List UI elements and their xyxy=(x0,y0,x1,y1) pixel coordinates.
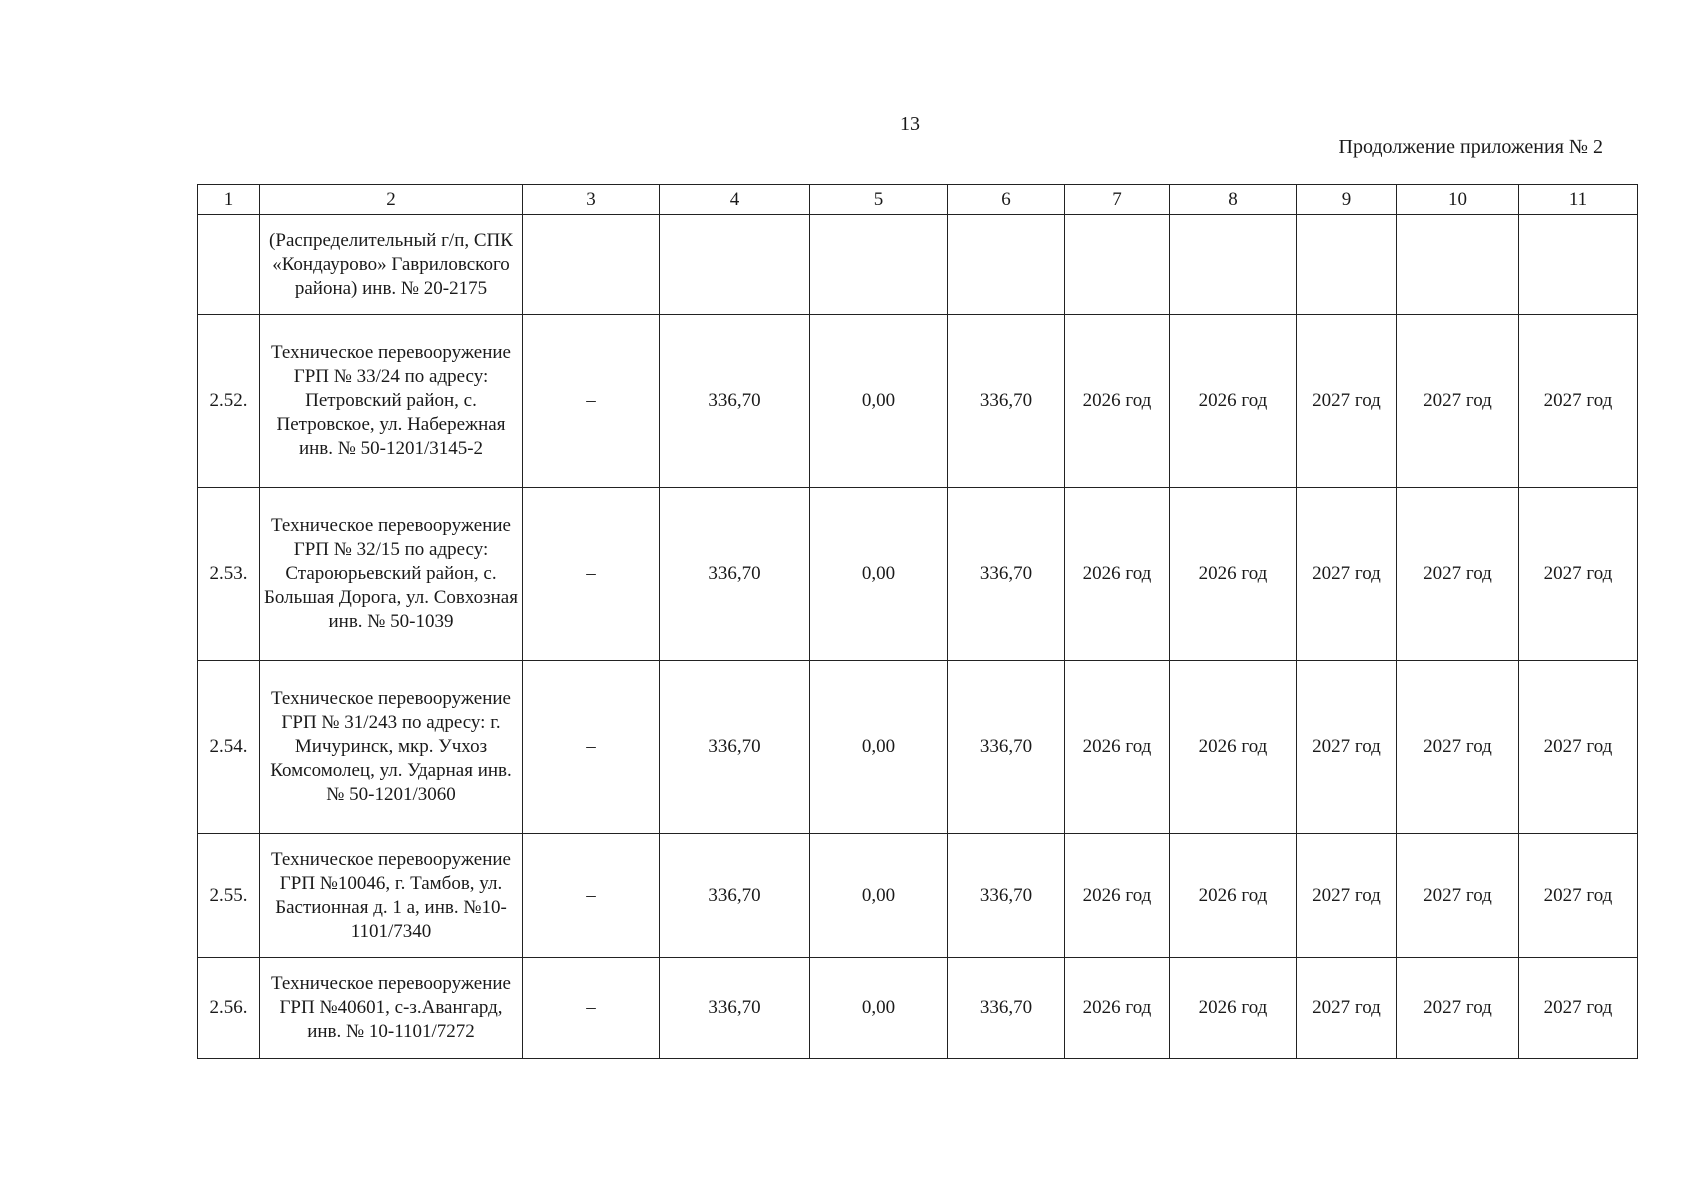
empty-cell xyxy=(948,215,1065,315)
col6-value: 336,70 xyxy=(948,315,1065,488)
col8-value: 2026 год xyxy=(1170,958,1297,1059)
col11-value: 2027 год xyxy=(1519,488,1638,661)
table-row xyxy=(198,488,1638,661)
col11-value: 2027 год xyxy=(1519,661,1638,834)
col4-value: 336,70 xyxy=(660,488,810,661)
column-number: 7 xyxy=(1065,185,1170,215)
col6-value: 336,70 xyxy=(948,661,1065,834)
col6-value: 336,70 xyxy=(948,958,1065,1059)
page-number: 13 xyxy=(900,113,920,135)
row-number: 2.54. xyxy=(198,661,260,834)
col9-value: 2027 год xyxy=(1297,661,1397,834)
column-number: 6 xyxy=(948,185,1065,215)
continuation-label: Продолжение приложения № 2 xyxy=(1338,136,1603,158)
column-number: 2 xyxy=(260,185,523,215)
table-row xyxy=(198,315,1638,488)
col10-value: 2027 год xyxy=(1397,958,1519,1059)
col4-value: 336,70 xyxy=(660,958,810,1059)
column-number: 3 xyxy=(523,185,660,215)
column-number-row xyxy=(198,185,1638,215)
col10-value: 2027 год xyxy=(1397,834,1519,958)
col5-value: 0,00 xyxy=(810,834,948,958)
object-name: Техническое перевооружение ГРП № 33/24 по адресу: Петровский район, с. Петровское, ул. Набережная инв. № 50-1201/3145-2 xyxy=(260,315,523,488)
col5-value: 0,00 xyxy=(810,315,948,488)
col5-value: 0,00 xyxy=(810,488,948,661)
column-number: 11 xyxy=(1519,185,1638,215)
col8-value: 2026 год xyxy=(1170,315,1297,488)
object-name: Техническое перевооружение ГРП № 31/243 по адресу: г. Мичуринск, мкр. Учхоз Комсомолец, ул. Ударная инв. № 50-1201/3060 xyxy=(260,661,523,834)
empty-cell xyxy=(1170,215,1297,315)
col9-value: 2027 год xyxy=(1297,834,1397,958)
col7-value: 2026 год xyxy=(1065,488,1170,661)
col9-value: 2027 год xyxy=(1297,315,1397,488)
column-number: 10 xyxy=(1397,185,1519,215)
object-name: Техническое перевооружение ГРП №40601, с-з.Авангард, инв. № 10-1101/7272 xyxy=(260,958,523,1059)
row-number: 2.53. xyxy=(198,488,260,661)
col3-value: – xyxy=(523,834,660,958)
col6-value: 336,70 xyxy=(948,834,1065,958)
column-number: 9 xyxy=(1297,185,1397,215)
row-number: 2.56. xyxy=(198,958,260,1059)
col4-value: 336,70 xyxy=(660,315,810,488)
table-row xyxy=(198,958,1638,1059)
empty-cell xyxy=(1297,215,1397,315)
empty-cell xyxy=(810,215,948,315)
col5-value: 0,00 xyxy=(810,958,948,1059)
col5-value: 0,00 xyxy=(810,661,948,834)
col7-value: 2026 год xyxy=(1065,958,1170,1059)
col3-value: – xyxy=(523,315,660,488)
col3-value: – xyxy=(523,958,660,1059)
empty-cell xyxy=(1065,215,1170,315)
col7-value: 2026 год xyxy=(1065,661,1170,834)
column-number: 1 xyxy=(198,185,260,215)
table-row xyxy=(198,661,1638,834)
col7-value: 2026 год xyxy=(1065,315,1170,488)
table-row xyxy=(198,834,1638,958)
col11-value: 2027 год xyxy=(1519,834,1638,958)
col4-value: 336,70 xyxy=(660,661,810,834)
col11-value: 2027 год xyxy=(1519,958,1638,1059)
continued-row xyxy=(198,215,1638,315)
object-name: (Распределительный г/п, СПК «Кондаурово» Гавриловского района) инв. № 20-2175 xyxy=(260,215,523,315)
column-number: 8 xyxy=(1170,185,1297,215)
col4-value: 336,70 xyxy=(660,834,810,958)
col10-value: 2027 год xyxy=(1397,661,1519,834)
col9-value: 2027 год xyxy=(1297,488,1397,661)
col8-value: 2026 год xyxy=(1170,488,1297,661)
object-name: Техническое перевооружение ГРП № 32/15 по адресу: Староюрьевский район, с. Большая Дорога, ул. Совхозная инв. № 50-1039 xyxy=(260,488,523,661)
empty-cell xyxy=(660,215,810,315)
col10-value: 2027 год xyxy=(1397,488,1519,661)
empty-cell xyxy=(1519,215,1638,315)
col7-value: 2026 год xyxy=(1065,834,1170,958)
empty-cell xyxy=(1397,215,1519,315)
column-number: 4 xyxy=(660,185,810,215)
col8-value: 2026 год xyxy=(1170,834,1297,958)
col6-value: 336,70 xyxy=(948,488,1065,661)
col8-value: 2026 год xyxy=(1170,661,1297,834)
appendix-table xyxy=(197,184,1638,1059)
row-number: 2.55. xyxy=(198,834,260,958)
row-number-empty xyxy=(198,215,260,315)
col9-value: 2027 год xyxy=(1297,958,1397,1059)
column-number: 5 xyxy=(810,185,948,215)
object-name: Техническое перевооружение ГРП №10046, г. Тамбов, ул. Бастионная д. 1 а, инв. №10-1101/7340 xyxy=(260,834,523,958)
col3-value: – xyxy=(523,488,660,661)
empty-cell xyxy=(523,215,660,315)
row-number: 2.52. xyxy=(198,315,260,488)
col11-value: 2027 год xyxy=(1519,315,1638,488)
col3-value: – xyxy=(523,661,660,834)
col10-value: 2027 год xyxy=(1397,315,1519,488)
